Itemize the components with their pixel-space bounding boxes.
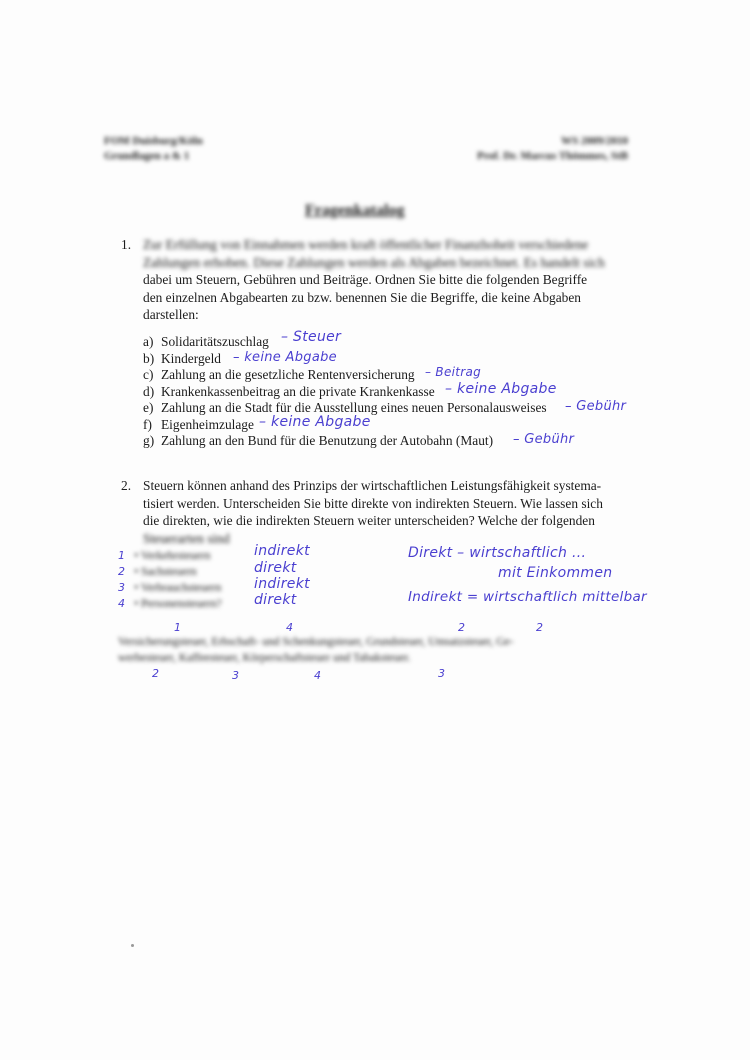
handwritten-answer: direkt [254,560,297,576]
header-right [477,134,628,164]
header-semester: WS 2009/2010 [561,135,628,147]
item-label: d) [143,383,155,399]
item-label: a) [143,334,154,349]
question-line: Zur Erfüllung von Einnahmen werden kraft öffentlicher Finanzhoheit verschiedene [143,237,589,252]
handwritten-answer: indirekt [254,576,310,592]
handwritten-answer: – Gebühr [513,432,575,447]
item-label: g) [143,433,155,448]
handwritten-marker: 1 [118,549,126,562]
question-line: Zahlungen erhoben. Diese Zahlungen werden als Abgaben bezeichnet. Es handelt sich [143,254,605,270]
list-item [118,543,310,564]
handwritten-marker: 4 [118,597,126,610]
handwritten-note-direct-2: mit Einkommen [498,565,613,581]
question-line: die direkten, wie die indirekten Steuern weiter unterscheiden? Welche der folgenden [143,513,595,528]
bullet-text: • Personensteuern? [134,598,222,610]
question-line: Steuerarten sind [143,530,230,546]
header-professor: Prof. Dr. Marcus Thömmes, StB [477,150,628,162]
item-text: Eigenheimzulage [161,416,254,432]
header-institution: FOM Duisburg/Köln [104,135,203,147]
list-item [118,576,310,596]
handwritten-number: 2 [152,667,160,680]
item-label: b) [143,350,155,366]
handwritten-answer: indirekt [254,543,310,559]
header-left [104,134,203,164]
scan-speck [131,944,134,947]
tail-line: Versicherungsteuer, Erbschaft- und Schenkungsteuer, Grundsteuer, Umsatzsteuer, Ge- [118,636,514,648]
item-text: Krankenkassenbeitrag an die private Krankenkasse [161,383,435,399]
list-item [143,329,547,351]
question-line: darstellen: [143,307,199,322]
handwritten-note-indirect: Indirekt = wirtschaftlich mittelbar [408,589,647,605]
item-text: Kindergeld [161,350,221,366]
question-line: dabei um Steuern, Gebühren und Beiträge. Ordnen Sie bitte die folgenden Begriffe [143,272,588,287]
question-line: Steuern können anhand des Prinzips der wirtschaftlichen Leistungsfähigkeit systema- [143,478,602,493]
handwritten-answer: – Steuer [281,329,342,345]
handwritten-number: 4 [286,621,294,634]
question-number: 1. [121,237,132,252]
handwritten-answer: – Beitrag [425,365,482,379]
item-text: Zahlung an die gesetzliche Rentenversicherung [161,367,415,382]
list-item [143,432,575,450]
handwritten-marker: 3 [118,581,126,594]
handwritten-answer: direkt [254,592,297,608]
question-1-items [143,329,627,450]
question-line: den einzelnen Abgabearten zu bzw. benennen Sie die Begriffe, die keine Abgaben [143,289,581,305]
list-item [143,380,557,401]
handwritten-number: 3 [438,667,446,680]
handwritten-note-direct: Direkt – wirtschaftlich ... [408,545,587,561]
handwritten-answer: – keine Abgabe [233,349,337,365]
handwritten-answer: – keine Abgabe [445,380,557,397]
page-title: Fragenkatalog [305,202,405,219]
bullet-text: • Verbrauchsteuern [134,582,222,594]
item-text: Zahlung an den Bund für die Benutzung der Autobahn (Maut) [161,433,494,448]
header-course: Grundlagen a & 1 [104,150,190,162]
item-text: Solidaritätszuschlag [161,334,269,349]
item-label: c) [143,367,154,382]
handwritten-number: 3 [232,669,240,682]
question-line: tisiert werden. Unterscheiden Sie bitte direkte von indirekten Steuern. Wie lassen sich [143,495,603,511]
bullet-text: • Sachsteuern [134,566,197,578]
list-item [118,560,297,580]
tail-line: werbesteuer, Kaffeesteuer, Körperschaftsteuer und Tabaksteuer. [118,652,411,664]
handwritten-number: 2 [536,621,544,634]
question-2-tail [118,634,618,666]
handwritten-number: 1 [174,621,182,634]
handwritten-answer: – keine Abgabe [259,413,371,430]
handwritten-answer: – Gebühr [565,399,627,414]
question-2-bullets [118,543,310,612]
handwritten-number: 2 [458,621,466,634]
item-label: f) [143,416,152,432]
question-number: 2. [121,478,132,493]
list-item [143,351,547,368]
item-text: Zahlung an die Stadt für die Ausstellung eines neuen Personalausweises [161,400,547,415]
bullet-text: • Verkehrsteuern [134,550,211,562]
list-item [143,413,547,434]
list-item [118,592,297,612]
handwritten-marker: 2 [118,565,126,578]
item-label: e) [143,400,154,415]
handwritten-number: 4 [314,669,322,682]
